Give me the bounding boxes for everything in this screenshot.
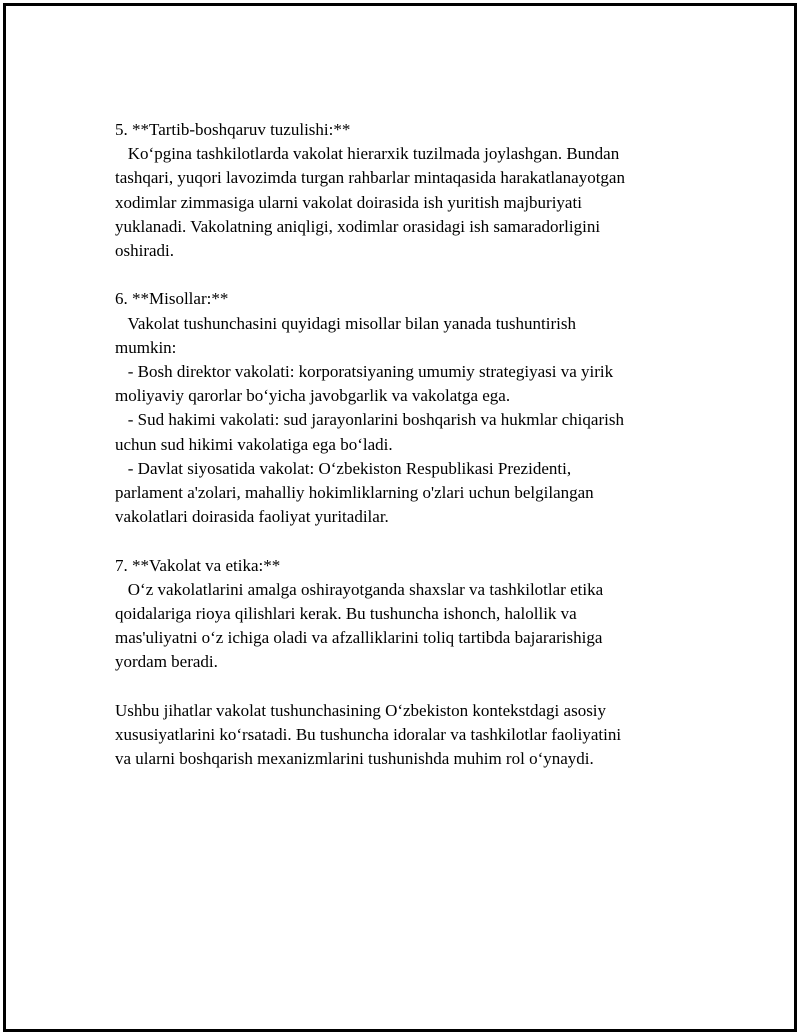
section-tartib-boshqaruv — [115, 118, 685, 263]
document-body — [115, 118, 685, 796]
paragraph-line: yuklanadi. Vakolatning aniqligi, xodimlar orasidagi ish samaradorligini — [115, 216, 601, 236]
section-conclusion — [115, 699, 685, 772]
list-item-line: - Sud hakimi vakolati: sud jarayonlarini boshqarish va hukmlar chiqarish — [115, 410, 624, 430]
paragraph-line: tashqari, yuqori lavozimda turgan rahbarlar mintaqasida harakatlanayotgan — [115, 168, 625, 188]
paragraph-line: Vakolat tushunchasini quyidagi misollar bilan yanada tushuntirish — [115, 313, 576, 333]
paragraph-line: Ko‘pgina tashkilotlarda vakolat hierarxik tuzilmada joylashgan. Bundan — [115, 144, 620, 164]
section-heading: 6. **Misollar:** — [115, 289, 229, 309]
paragraph-line: va ularni boshqarish mexanizmlarini tushunishda muhim rol o‘ynaydi. — [115, 749, 594, 769]
paragraph-line: qoidalariga rioya qilishlari kerak. Bu tushuncha ishonch, halollik va — [115, 604, 577, 624]
paragraph-line: O‘z vakolatlarini amalga oshirayotganda shaxslar va tashkilotlar etika — [115, 579, 604, 599]
section-heading: 7. **Vakolat va etika:** — [115, 555, 281, 575]
paragraph-line: xususiyatlarini ko‘rsatadi. Bu tushuncha idoralar va tashkilotlar faoliyatini — [115, 725, 622, 745]
section-misollar — [115, 287, 685, 529]
paragraph-line: Ushbu jihatlar vakolat tushunchasining O‘zbekiston kontekstdagi asosiy — [115, 700, 607, 720]
list-item-line: moliyaviy qarorlar bo‘yicha javobgarlik va vakolatga ega. — [115, 386, 511, 406]
paragraph-line: yordam beradi. — [115, 652, 218, 672]
list-item-line: parlament a'zolari, mahalliy hokimliklarning o'zlari uchun belgilangan — [115, 483, 594, 503]
paragraph-line: mas'uliyatni o‘z ichiga oladi va afzalliklarini toliq tartibda bajararishiga — [115, 628, 603, 648]
paragraph-line: oshiradi. — [115, 241, 175, 261]
list-item-line: uchun sud hikimi vakolatiga ega bo‘ladi. — [115, 434, 393, 454]
paragraph-line: mumkin: — [115, 337, 177, 357]
paragraph-line: xodimlar zimmasiga ularni vakolat doirasida ish yuritish majburiyati — [115, 192, 582, 212]
list-item-line: vakolatlari doirasida faoliyat yuritadilar. — [115, 507, 389, 527]
section-heading: 5. **Tartib-boshqaruv tuzulishi:** — [115, 120, 351, 139]
list-item-line: - Bosh direktor vakolati: korporatsiyaning umumiy strategiyasi va yirik — [115, 362, 614, 382]
section-vakolat-va-etika — [115, 554, 685, 675]
list-item-line: - Davlat siyosatida vakolat: O‘zbekiston Respublikasi Prezidenti, — [115, 458, 572, 478]
